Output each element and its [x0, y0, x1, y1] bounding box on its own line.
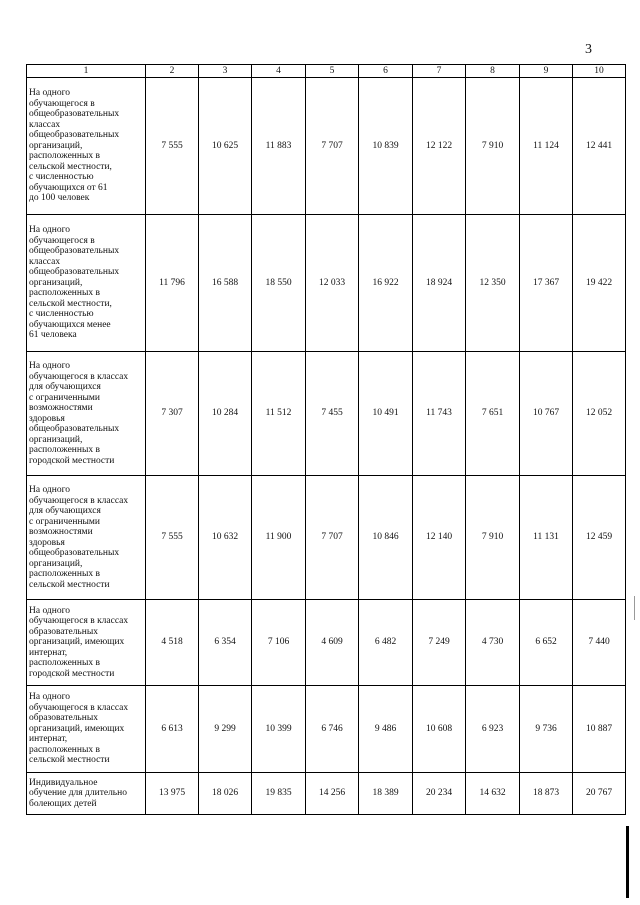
funding-norms-table [26, 64, 626, 815]
row-label-line: обучающегося в [29, 235, 95, 246]
row-label-line: общеобразовательных [29, 424, 120, 434]
scan-edge-mark [634, 596, 635, 620]
row-label-line: расположенных в [29, 744, 100, 755]
row-label-line: болеющих детей [29, 798, 97, 809]
row-label-line: обучающегося в классах [29, 702, 129, 713]
value-cell: 10 839 [359, 78, 413, 215]
scan-edge-mark [626, 826, 629, 898]
row-label-line: образовательных [29, 713, 98, 724]
column-header: 2 [146, 65, 199, 78]
value-cell: 7 440 [573, 600, 626, 686]
value-cell: 6 613 [146, 686, 199, 773]
row-label-line: сельской местности [29, 755, 110, 766]
value-cell: 14 632 [466, 773, 520, 815]
value-cell: 11 512 [252, 352, 306, 476]
value-cell: 7 455 [306, 352, 359, 476]
column-header: 1 [27, 65, 146, 78]
value-cell: 16 922 [359, 215, 413, 352]
value-cell: 4 518 [146, 600, 199, 686]
value-cell: 11 124 [520, 78, 573, 215]
value-cell: 7 106 [252, 600, 306, 686]
row-label-line: организаций, имеющих [29, 637, 125, 648]
row-label-line: обучающегося в [29, 98, 95, 109]
value-cell: 19 422 [573, 215, 626, 352]
row-label-line: расположенных в [29, 151, 100, 162]
value-cell: 17 367 [520, 215, 573, 352]
column-header: 6 [359, 65, 413, 78]
row-label-line: Индивидуальное [29, 777, 98, 788]
row-label-line: для обучающихся [29, 506, 101, 516]
value-cell: 7 249 [413, 600, 466, 686]
row-label [27, 773, 146, 815]
table-row [27, 600, 626, 686]
value-cell: 20 234 [413, 773, 466, 815]
value-cell: 6 923 [466, 686, 520, 773]
table-row [27, 78, 626, 215]
value-cell: 7 307 [146, 352, 199, 476]
row-label-line: сельской местности [29, 579, 110, 590]
value-cell: 10 608 [413, 686, 466, 773]
value-cell: 10 846 [359, 476, 413, 600]
column-header: 5 [306, 65, 359, 78]
row-label-line: классах [29, 256, 61, 267]
value-cell: 11 743 [413, 352, 466, 476]
value-cell: 4 609 [306, 600, 359, 686]
value-cell: 18 924 [413, 215, 466, 352]
value-cell: 10 491 [359, 352, 413, 476]
row-label-line: обучающегося в классах [29, 495, 129, 506]
value-cell: 7 555 [146, 78, 199, 215]
row-label-line: для обучающихся [29, 382, 101, 392]
value-cell: 4 730 [466, 600, 520, 686]
table-row [27, 773, 626, 815]
value-cell: 11 883 [252, 78, 306, 215]
row-label-line: образовательных [29, 626, 98, 637]
row-label-line: На одного [29, 361, 71, 371]
value-cell: 7 555 [146, 476, 199, 600]
value-cell: 10 632 [199, 476, 252, 600]
row-label-line: На одного [29, 88, 71, 99]
column-header: 7 [413, 65, 466, 78]
column-header: 4 [252, 65, 306, 78]
row-label [27, 686, 146, 773]
row-label-line: интернат, [29, 647, 68, 658]
value-cell: 19 835 [252, 773, 306, 815]
row-label [27, 352, 146, 476]
value-cell: 6 746 [306, 686, 359, 773]
column-header: 8 [466, 65, 520, 78]
value-cell: 12 122 [413, 78, 466, 215]
row-label-line: организаций, [29, 277, 83, 288]
value-cell: 13 975 [146, 773, 199, 815]
value-cell: 7 910 [466, 78, 520, 215]
value-cell: 12 033 [306, 215, 359, 352]
row-label-line: здоровья [29, 537, 65, 548]
row-label-line: до 100 человек [29, 193, 90, 204]
row-label-line: На одного [29, 692, 71, 703]
row-label-line: общеобразовательных [29, 267, 120, 278]
row-label-line: общеобразовательных [29, 246, 120, 257]
row-label-line: расположенных в [29, 569, 100, 579]
row-label-line: с численностью [29, 172, 94, 183]
row-label-line: с ограниченными [29, 392, 101, 403]
value-cell: 18 873 [520, 773, 573, 815]
value-cell: 9 299 [199, 686, 252, 773]
row-label-line: сельской местности, [29, 161, 112, 172]
row-label-line: расположенных в [29, 445, 100, 455]
value-cell: 10 399 [252, 686, 306, 773]
row-label-line: возможностями [29, 527, 93, 537]
row-label-line: сельской местности, [29, 298, 112, 309]
row-label [27, 476, 146, 600]
value-cell: 7 910 [466, 476, 520, 600]
row-label-line: общеобразовательных [29, 109, 120, 120]
row-label-line: 61 человека [29, 330, 77, 341]
table-row [27, 686, 626, 773]
value-cell: 10 767 [520, 352, 573, 476]
row-label-line: интернат, [29, 734, 68, 745]
value-cell: 18 550 [252, 215, 306, 352]
row-label-line: обучающегося в классах [29, 616, 129, 627]
value-cell: 10 887 [573, 686, 626, 773]
value-cell: 6 652 [520, 600, 573, 686]
row-label-line: На одного [29, 485, 71, 495]
value-cell: 16 588 [199, 215, 252, 352]
value-cell: 11 796 [146, 215, 199, 352]
row-label-line: с численностью [29, 309, 94, 320]
row-label-line: организаций, имеющих [29, 723, 125, 734]
value-cell: 9 486 [359, 686, 413, 773]
value-cell: 9 736 [520, 686, 573, 773]
row-label-line: обучающихся менее [29, 319, 111, 330]
value-cell: 12 140 [413, 476, 466, 600]
value-cell: 7 707 [306, 78, 359, 215]
value-cell: 7 651 [466, 352, 520, 476]
row-label [27, 600, 146, 686]
table-row [27, 476, 626, 600]
row-label-line: здоровья [29, 413, 65, 424]
page-number: 3 [585, 42, 592, 57]
row-label-line: На одного [29, 225, 71, 236]
row-label-line: городской местности [29, 455, 115, 466]
row-label-line: обучающихся от 61 [29, 182, 108, 193]
row-label [27, 215, 146, 352]
value-cell: 12 350 [466, 215, 520, 352]
row-label-line: классах [29, 119, 61, 130]
value-cell: 10 284 [199, 352, 252, 476]
row-label-line: обучение для длительно [29, 788, 127, 799]
row-label-line: На одного [29, 605, 71, 616]
row-label-line: с ограниченными [29, 516, 101, 527]
value-cell: 10 625 [199, 78, 252, 215]
row-label-line: расположенных в [29, 658, 100, 669]
table-header-row [27, 65, 626, 78]
table-row [27, 215, 626, 352]
value-cell: 18 389 [359, 773, 413, 815]
table-row [27, 352, 626, 476]
value-cell: 6 482 [359, 600, 413, 686]
row-label-line: обучающегося в классах [29, 371, 129, 382]
row-label-line: общеобразовательных [29, 130, 120, 141]
value-cell: 18 026 [199, 773, 252, 815]
row-label-line: организаций, [29, 434, 83, 445]
column-header: 9 [520, 65, 573, 78]
value-cell: 12 052 [573, 352, 626, 476]
row-label-line: организаций, [29, 558, 83, 569]
value-cell: 14 256 [306, 773, 359, 815]
column-header: 10 [573, 65, 626, 78]
value-cell: 11 131 [520, 476, 573, 600]
value-cell: 6 354 [199, 600, 252, 686]
row-label-line: организаций, [29, 140, 83, 151]
value-cell: 7 707 [306, 476, 359, 600]
column-header: 3 [199, 65, 252, 78]
value-cell: 12 459 [573, 476, 626, 600]
row-label [27, 78, 146, 215]
value-cell: 11 900 [252, 476, 306, 600]
value-cell: 12 441 [573, 78, 626, 215]
row-label-line: расположенных в [29, 288, 100, 299]
value-cell: 20 767 [573, 773, 626, 815]
row-label-line: общеобразовательных [29, 548, 120, 558]
row-label-line: городской местности [29, 668, 115, 679]
row-label-line: возможностями [29, 403, 93, 413]
